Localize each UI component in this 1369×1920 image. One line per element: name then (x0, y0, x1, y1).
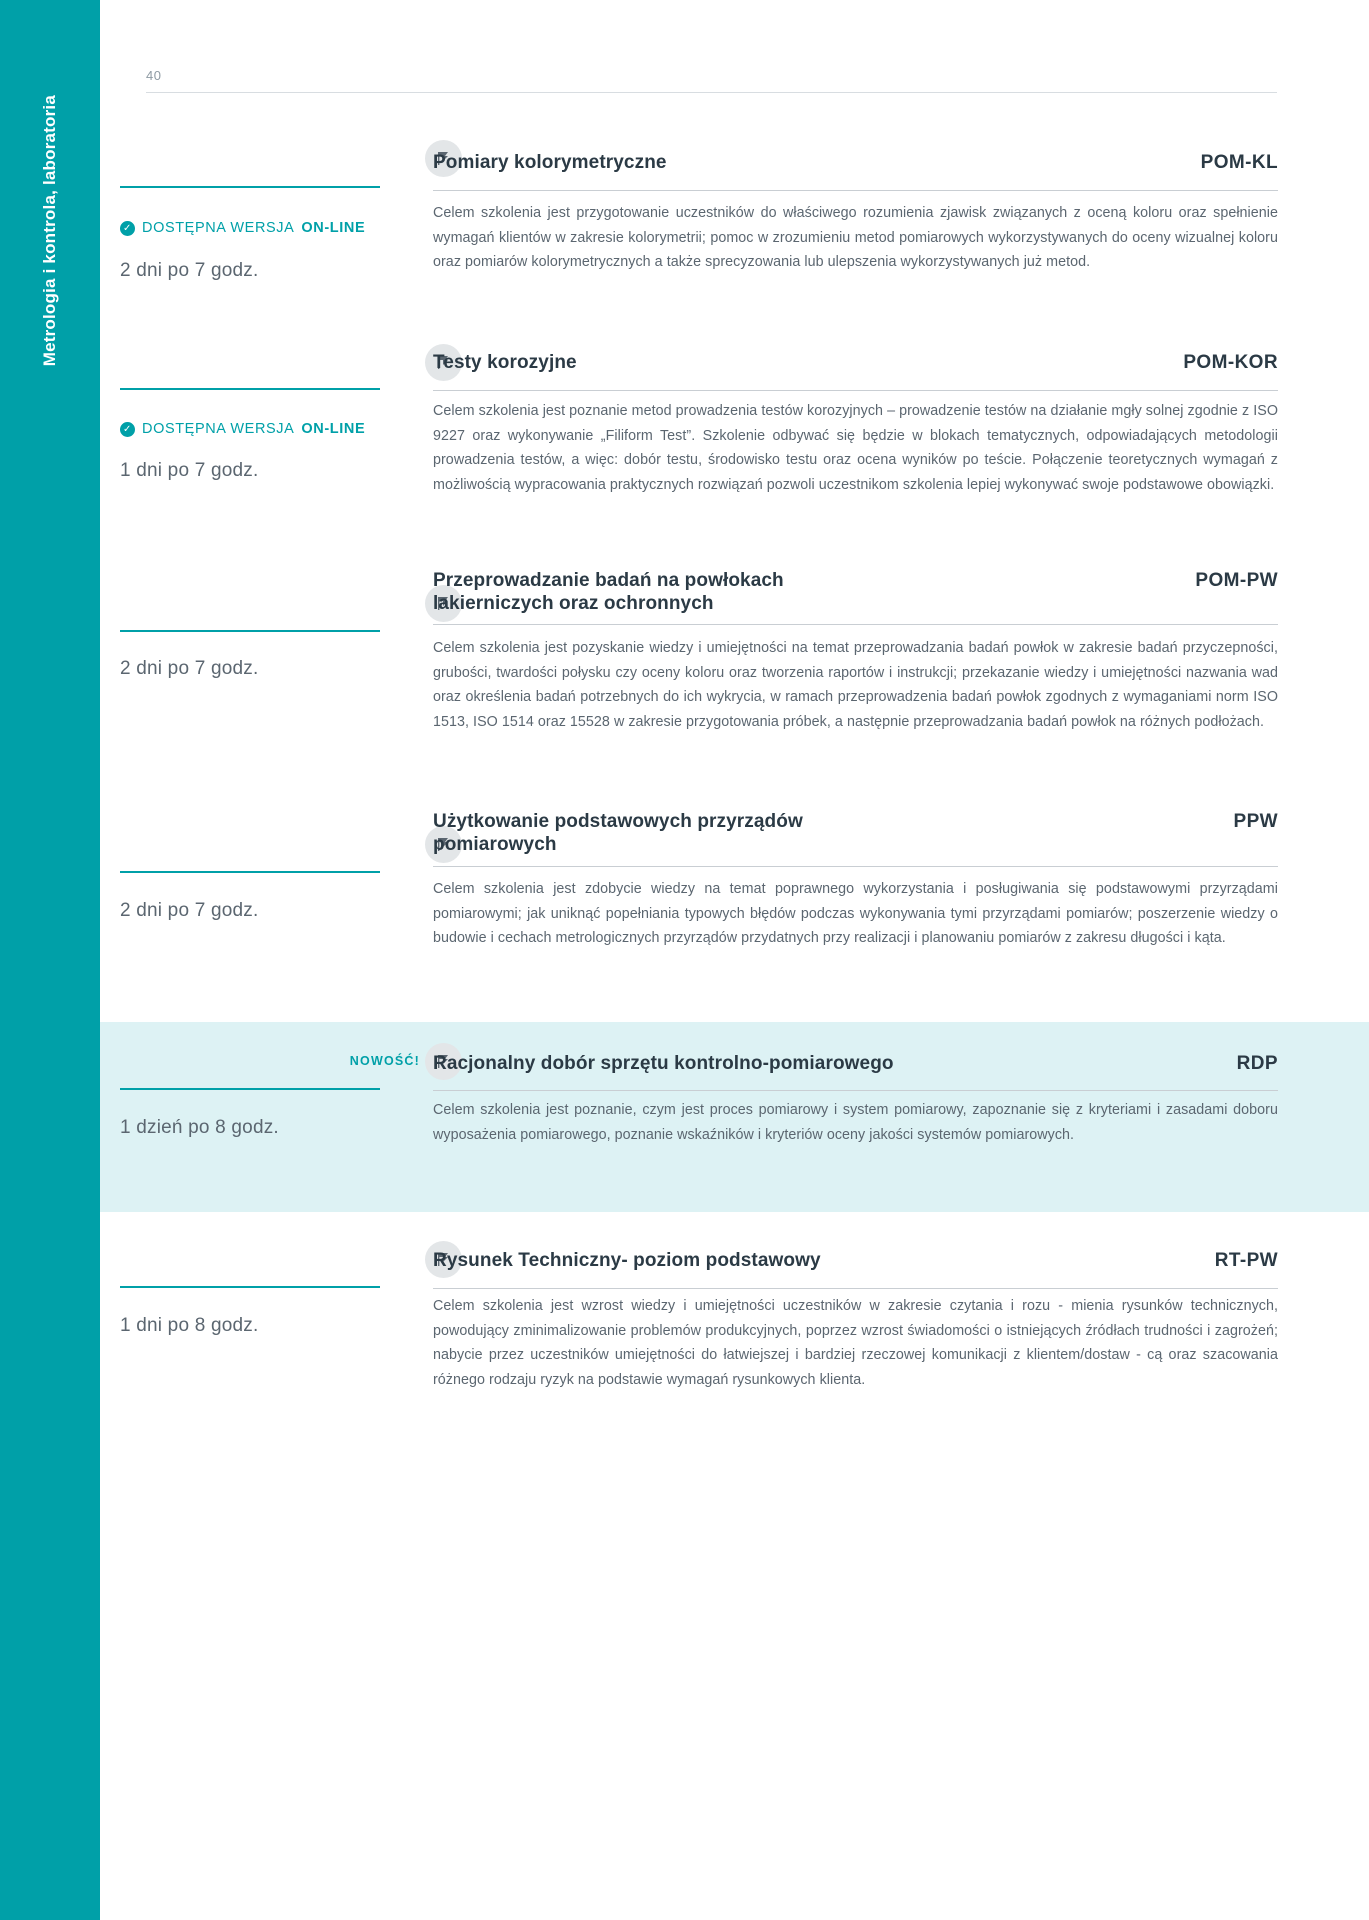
check-icon: ✓ (120, 221, 135, 236)
course-title: Rysunek Techniczny- poziom podstawowy (433, 1250, 821, 1271)
course-duration: 2 dni po 7 godz. (120, 260, 259, 281)
sidebar-section-label-text: Metrologia i kontrola, laboratoria (40, 95, 59, 367)
course-title: Użytkowanie podstawowych przyrządów pomiarowych (433, 811, 803, 855)
course-duration: 2 dni po 7 godz. (120, 900, 259, 921)
left-divider (120, 388, 380, 390)
sidebar (0, 0, 100, 1920)
course-title: Testy korozyjne (433, 352, 577, 373)
left-divider (120, 630, 380, 632)
course-duration: 1 dni po 7 godz. (120, 460, 259, 481)
course-title: Przeprowadzanie badań na powłokach lakierniczych oraz ochronnych (433, 570, 784, 614)
online-availability (120, 421, 365, 437)
header-divider (146, 92, 1277, 93)
course-duration: 2 dni po 7 godz. (120, 658, 259, 679)
course-description: Celem szkolenia jest poznanie metod prowadzenia testów korozyjnych – prowadzenie testów na działanie mgły solnej zgodnie z ISO 9227 oraz wykonywanie „Filiform Test”. Szkolenie odbywać się będzie w blokach tematycznych, odpowiadających metodologii prowadzenia testów, a więc: dobór testu, środowisko testu oraz ocena wyników po teście. Połączenie teoretycznych wymagań z możliwością wypracowania praktycznych rozwiązań pozwoli uczestnikom szkolenia lepiej wykonywać swoje podstawowe obowiązki. (433, 403, 1278, 493)
course-code: POM-PW (1195, 570, 1278, 591)
course-divider (433, 1288, 1278, 1289)
online-availability-text: DOSTĘPNA WERSJA (142, 421, 295, 437)
course-code: PPW (1233, 811, 1278, 832)
course-divider (433, 1090, 1278, 1091)
novelty-badge: NOWOŚĆ! (349, 1054, 420, 1068)
course-title: Racjonalny dobór sprzętu kontrolno-pomiarowego (433, 1053, 894, 1074)
left-divider (120, 1286, 380, 1288)
online-availability-bold: ON-LINE (301, 220, 366, 236)
course-description: Celem szkolenia jest wzrost wiedzy i umiejętności uczestników w zakresie czytania i rozu - mienia rysunków technicznych, powodujący zminimalizowanie problemów produkcyjnych, poprzez wzrost świadomości o istniejących źródłach trudności i zagrożeń; nabycie przez uczestników umiejętności do łatwiejszej i bardziej rzeczowej komunikacji z klientem/dostaw - cą oraz szacowania różnego rodzaju ryzyk na podstawie wymagań rysunkowych klienta. (433, 1298, 1278, 1388)
course-code: POM-KOR (1183, 352, 1278, 373)
online-availability (120, 220, 365, 236)
course-divider (433, 390, 1278, 391)
course-description: Celem szkolenia jest poznanie, czym jest proces pomiarowy i system pomiarowy, zapoznanie się z kryteriami i zasadami doboru wyposażenia pomiarowego, poznanie wskaźników i kryteriów oceny jakości systemów pomiarowych. (433, 1102, 1278, 1143)
course-duration: 1 dzień po 8 godz. (120, 1117, 279, 1138)
sidebar-section-label (0, 0, 100, 900)
course-duration: 1 dni po 8 godz. (120, 1315, 259, 1336)
left-divider (120, 1088, 380, 1090)
left-divider (120, 871, 380, 873)
page-content (100, 0, 1369, 1920)
course-code: RDP (1236, 1053, 1278, 1074)
check-icon: ✓ (120, 422, 135, 437)
course-code: POM-KL (1200, 152, 1278, 173)
course-description: Celem szkolenia jest pozyskanie wiedzy i umiejętności na temat przeprowadzania badań powłok w zakresie badań przyczepności, grubości, twardości połysku czy oceny koloru oraz tworzenia raportów i instrukcji; przekazanie wiedzy i umiejętności nazwania wad oraz określenia badań potrzebnych do ich wykrycia, w ramach przeprowadzenia badań powłok zgodnych z wymaganiami norm ISO 1513, ISO 1514 oraz 15528 w zakresie przygotowania próbek, a następnie przeprowadzania badań powłok na różnych podłożach. (433, 640, 1278, 730)
course-divider (433, 624, 1278, 625)
course-title: Pomiary kolorymetryczne (433, 152, 667, 173)
course-divider (433, 866, 1278, 867)
online-availability-bold: ON-LINE (301, 421, 366, 437)
course-code: RT-PW (1214, 1250, 1278, 1271)
page-number: 40 (146, 68, 162, 83)
course-divider (433, 190, 1278, 191)
online-availability-text: DOSTĘPNA WERSJA (142, 220, 295, 236)
course-description: Celem szkolenia jest przygotowanie uczestników do właściwego rozumienia zjawisk związanych z oceną koloru oraz spełnienie wymagań klientów w zakresie kolorymetrii; pomoc w zrozumieniu metod pomiarowych wykorzystywanych do oceny wizualnej koloru oraz pomiarów kolorymetrycznych a także sprecyzowania lub ulepszenia wykorzystywanych już metod. (433, 205, 1278, 271)
course-description: Celem szkolenia jest zdobycie wiedzy na temat poprawnego wykorzystania i posługiwania się podstawowymi przyrządami pomiarowymi; jak uniknąć popełniania typowych błędów podczas wykonywania tymi przyrządami pomiarów; poszerzenie wiedzy o budowie i cechach metrologicznych przyrządów przydatnych przy realizacji i planowaniu pomiarów z zakresu długości i kąta. (433, 881, 1278, 947)
left-divider (120, 186, 380, 188)
